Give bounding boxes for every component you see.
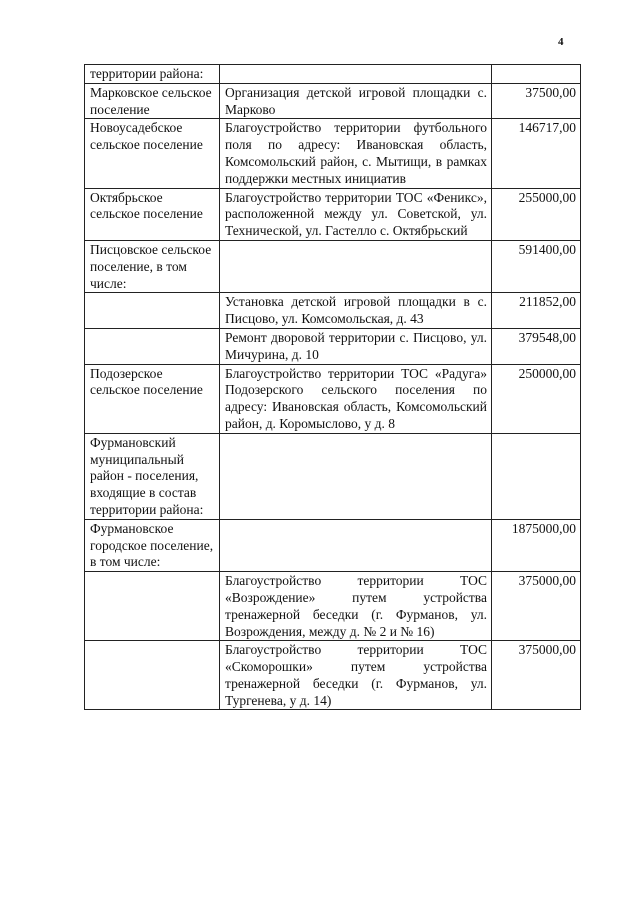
amount-cell xyxy=(492,65,581,84)
amount-cell: 591400,00 xyxy=(492,240,581,292)
amount-cell: 1875000,00 xyxy=(492,519,581,571)
table-row xyxy=(85,641,581,710)
amount-cell xyxy=(492,433,581,519)
amount-cell: 379548,00 xyxy=(492,328,581,364)
table-row xyxy=(85,119,581,188)
description-cell xyxy=(220,240,492,292)
settlement-cell: Марковское сельское поселение xyxy=(85,83,220,119)
description-cell: Благоустройство территории ТОС «Феникс», расположенной между ул. Советской, ул. Технической, ул. Гастелло с. Октябрьский xyxy=(220,188,492,240)
settlement-cell: Новоусадебское сельское поселение xyxy=(85,119,220,188)
settlement-cell xyxy=(85,641,220,710)
table-row xyxy=(85,240,581,292)
settlement-cell xyxy=(85,328,220,364)
settlement-cell: Писцовское сельское поселение, в том числе: xyxy=(85,240,220,292)
description-cell: Благоустройство территории ТОС «Скоморошки» путем устройства тренажерной беседки (г. Фурманов, ул. Тургенева, у д. 14) xyxy=(220,641,492,710)
description-cell: Ремонт дворовой территории с. Писцово, ул. Мичурина, д. 10 xyxy=(220,328,492,364)
amount-cell: 146717,00 xyxy=(492,119,581,188)
description-cell: Установка детской игровой площадки в с. Писцово, ул. Комсомольская, д. 43 xyxy=(220,293,492,329)
settlement-cell: Подозерское сельское поселение xyxy=(85,364,220,433)
amount-cell: 375000,00 xyxy=(492,572,581,641)
description-cell: Организация детской игровой площадки с. Марково xyxy=(220,83,492,119)
settlement-cell xyxy=(85,572,220,641)
settlement-cell: Октябрьское сельское поселение xyxy=(85,188,220,240)
table-row xyxy=(85,519,581,571)
table-row xyxy=(85,83,581,119)
description-cell xyxy=(220,65,492,84)
settlement-cell: Фурмановский муниципальный район - поселения, входящие в состав территории района: xyxy=(85,433,220,519)
table-row xyxy=(85,572,581,641)
amount-cell: 211852,00 xyxy=(492,293,581,329)
description-cell: Благоустройство территории ТОС «Возрождение» путем устройства тренажерной беседки (г. Фурманов, ул. Возрождения, между д. № 2 и № 16) xyxy=(220,572,492,641)
table-row xyxy=(85,293,581,329)
settlement-cell xyxy=(85,293,220,329)
description-cell xyxy=(220,433,492,519)
table-row xyxy=(85,433,581,519)
description-cell: Благоустройство территории ТОС «Радуга» Подозерского сельского поселения по адресу: Ивановская область, Комсомольский район, д. Коромыслово, у д. 8 xyxy=(220,364,492,433)
amount-cell: 255000,00 xyxy=(492,188,581,240)
table-row xyxy=(85,328,581,364)
amount-cell: 37500,00 xyxy=(492,83,581,119)
amount-cell: 250000,00 xyxy=(492,364,581,433)
description-cell xyxy=(220,519,492,571)
settlement-cell: Фурмановское городское поселение, в том числе: xyxy=(85,519,220,571)
table-row xyxy=(85,188,581,240)
table-row xyxy=(85,65,581,84)
page-number: 4 xyxy=(558,36,564,48)
settlement-cell: территории района: xyxy=(85,65,220,84)
description-cell: Благоустройство территории футбольного поля по адресу: Ивановская область, Комсомольский район, с. Мытищи, в рамках поддержки местных инициатив xyxy=(220,119,492,188)
funding-table xyxy=(84,64,581,710)
amount-cell: 375000,00 xyxy=(492,641,581,710)
table-row xyxy=(85,364,581,433)
